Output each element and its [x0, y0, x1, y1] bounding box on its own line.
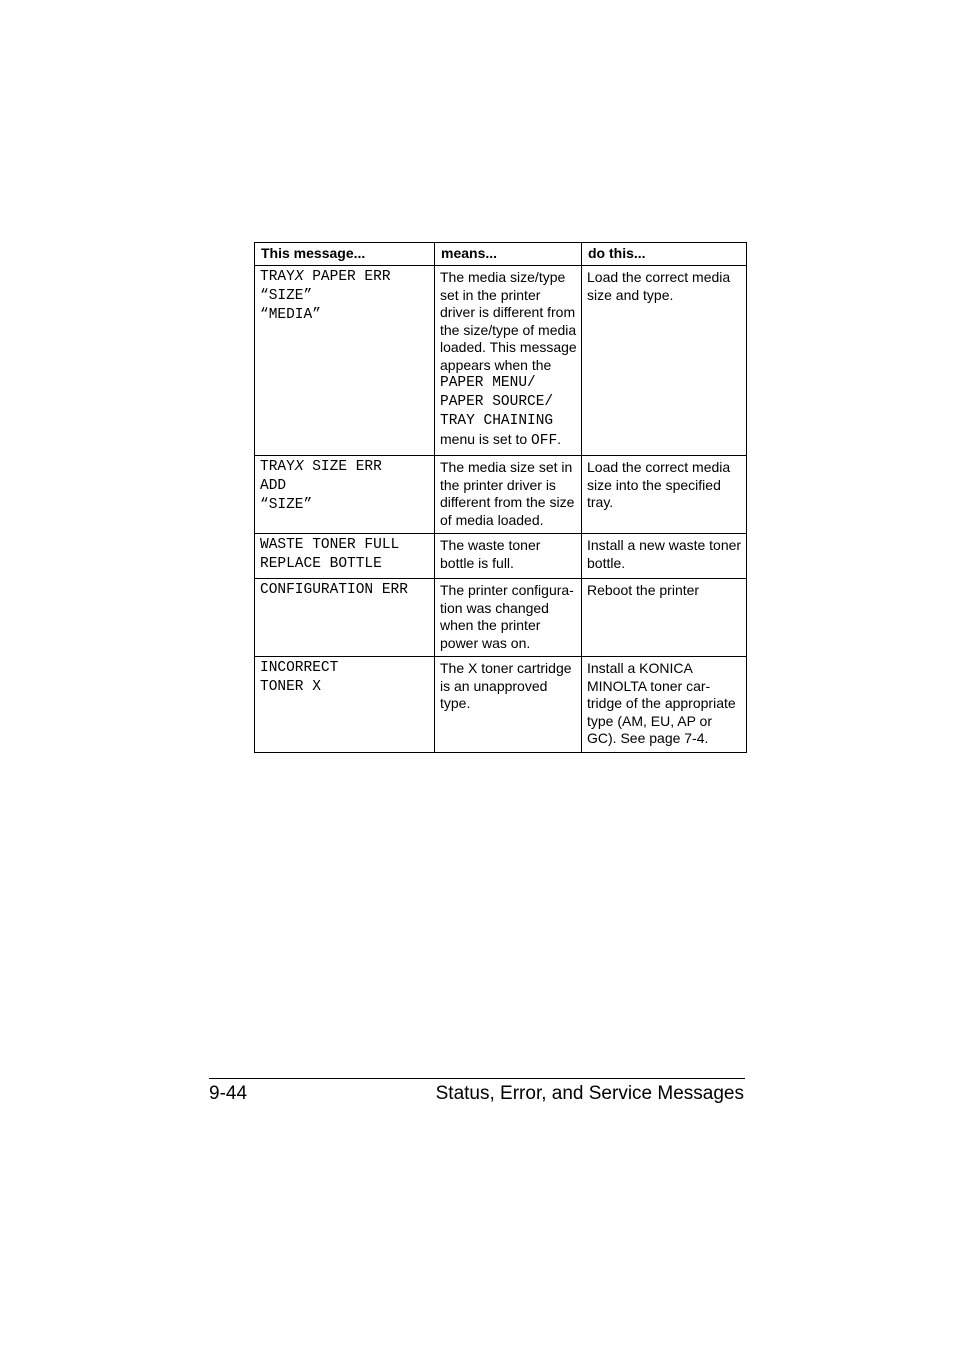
message-line: INCORRECT	[260, 660, 339, 676]
section-title: Status, Error, and Service Messages	[435, 1083, 744, 1104]
message-line: “MEDIA”	[260, 307, 321, 323]
message-line: WASTE TONER FULL	[260, 537, 400, 553]
means-cell: The X toner cartridge is an unapproved type.	[435, 657, 582, 753]
footer-divider	[209, 1078, 745, 1079]
message-line: TONER X	[260, 679, 321, 695]
message-line: TRAYX PAPER ERR	[260, 269, 391, 285]
header-means: means...	[435, 243, 582, 266]
message-table	[254, 242, 747, 753]
header-do-this: do this...	[582, 243, 747, 266]
message-cell	[255, 579, 435, 657]
means-cell: The media size/type set in the printer driver is different from the size/type of media loaded. This message appears when the PAPER MENU/ PAPER SOURCE/ TRAY CHAINING menu is set to OFF.	[435, 266, 582, 456]
message-line: “SIZE”	[260, 288, 313, 304]
action-cell: Install a KONICA MINOLTA toner car- tridge of the appropriate type (AM, EU, AP or GC). See page 7-4.	[582, 657, 747, 753]
message-line: TRAYX SIZE ERR	[260, 459, 382, 475]
means-cell: The media size set in the printer driver is different from the size of media loaded.	[435, 456, 582, 534]
table-row	[255, 266, 747, 456]
message-line: REPLACE BOTTLE	[260, 556, 382, 572]
page-number: 9-44	[209, 1083, 248, 1104]
action-cell: Load the correct media size into the specified tray.	[582, 456, 747, 534]
action-cell: Install a new waste toner bottle.	[582, 534, 747, 579]
message-cell	[255, 657, 435, 753]
message-cell	[255, 266, 435, 456]
table-row	[255, 657, 747, 753]
message-line: CONFIGURATION ERR	[260, 582, 408, 598]
message-cell	[255, 534, 435, 579]
means-cell: The waste toner bottle is full.	[435, 534, 582, 579]
table-row	[255, 579, 747, 657]
header-this-message: This message...	[255, 243, 435, 266]
table-row	[255, 456, 747, 534]
table-header-row	[255, 243, 747, 266]
message-line: ADD	[260, 478, 287, 494]
table-row	[255, 534, 747, 579]
message-cell	[255, 456, 435, 534]
means-cell: The printer configura- tion was changed when the printer power was on.	[435, 579, 582, 657]
message-line: “SIZE”	[260, 497, 313, 513]
action-cell: Reboot the printer	[582, 579, 747, 657]
action-cell: Load the correct media size and type.	[582, 266, 747, 456]
